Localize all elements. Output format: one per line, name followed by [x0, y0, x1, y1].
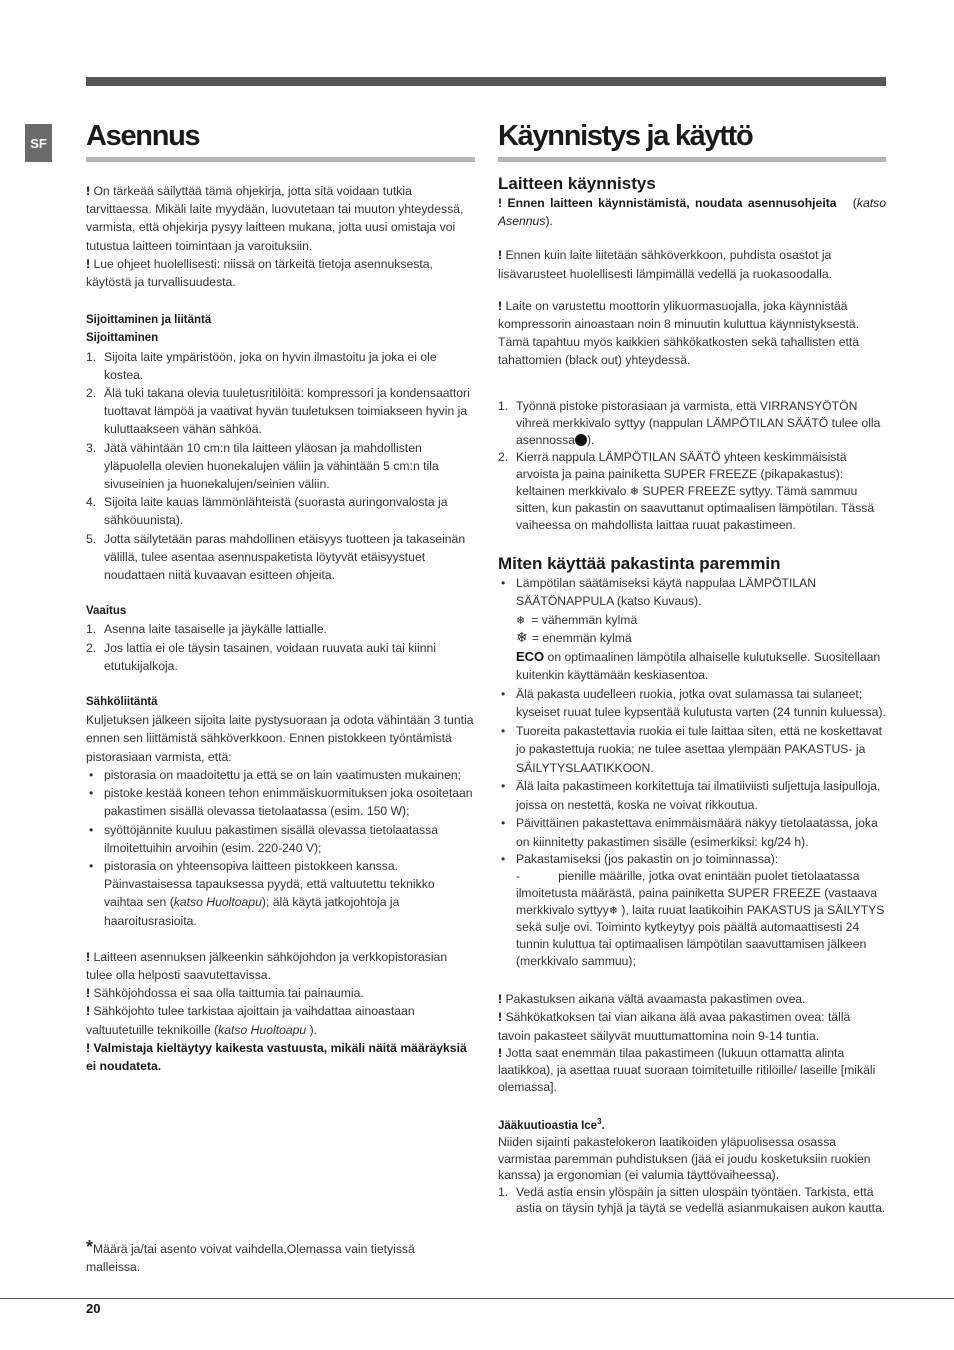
use-list — [498, 574, 886, 971]
warning — [86, 1002, 475, 1038]
list-item — [498, 814, 886, 851]
start-heading: Laitteen käynnistys — [498, 174, 656, 193]
start-warning-text: ! Ennen laitteen käynnistämistä, noudata asennusohjeita — [498, 196, 837, 210]
list-item — [498, 449, 886, 534]
note — [498, 297, 886, 370]
leveling-section — [86, 602, 475, 675]
placement-heading: Sijoittaminen ja liitäntä — [86, 314, 212, 327]
electric-heading: Sähköliitäntä — [86, 696, 158, 709]
snowflake-icon: ❄ — [608, 905, 618, 918]
list-item — [498, 685, 886, 722]
item-text: pistorasia on maadoitettu ja että se on lain vaatimusten mukainen; — [104, 767, 462, 782]
cross-reference: katso Huoltoapu — [218, 1022, 307, 1037]
list-item — [86, 821, 475, 857]
electric-intro: Kuljetuksen jälkeen sijoita laite pystysuoraan ja odota vähintään 3 tuntia ennen sen liittämistä sähköverkkoon. Ennen pistokkeen työntämistä pistorasiaan varmista, että: — [86, 713, 474, 764]
list-item — [86, 620, 475, 638]
bullet: • — [501, 779, 506, 794]
item-text: ). — [586, 432, 595, 447]
bottom-notes — [498, 990, 886, 1096]
warning — [86, 948, 475, 984]
warning-mark: ! — [86, 1004, 91, 1019]
item-text: Jos lattia ei ole täysin tasainen, voidaan ruuvata auki tai kiinni etutukijalkoja. — [104, 640, 436, 673]
item-text: Sijoita laite kauas lämmönlähteistä (suorasta auringonvalosta ja sähköuunista). — [104, 495, 448, 528]
section-title-asennus: Asennus — [86, 114, 475, 162]
bullet: • — [501, 686, 506, 701]
note-text: Pakastuksen aikana vältä avaamasta pakastimen ovea. — [502, 992, 806, 1007]
paren: ). — [545, 214, 553, 229]
section-title-kaynnistys: Käynnistys ja käyttö — [498, 114, 886, 162]
ice-section — [498, 1114, 886, 1217]
warning-text: Sähköjohdossa ei saa olla taittumia tai painaumia. — [90, 986, 364, 1001]
bullet: • — [89, 858, 94, 873]
ice-heading-end: . — [601, 1119, 605, 1132]
footnote — [86, 1238, 456, 1276]
item-number: 2. — [86, 640, 97, 655]
item-number: 1. — [498, 1184, 509, 1199]
list-item — [86, 784, 475, 820]
list-item — [498, 851, 886, 970]
intro-paragraph — [86, 182, 475, 255]
list-item — [498, 1184, 886, 1217]
bullet: • — [501, 816, 506, 831]
use-heading: Miten käyttää pakastinta paremmin — [498, 553, 781, 573]
top-rule — [86, 77, 886, 86]
placement-section — [86, 311, 475, 584]
bullet: • — [89, 767, 94, 782]
item-text: ); älä käytä jatkojohtoja ja haaroitusrasioita. — [104, 895, 400, 928]
right-column — [498, 114, 886, 1217]
ice-heading — [498, 1114, 886, 1134]
item-number: 5. — [86, 531, 97, 546]
item-text: Työnnä pistoke pistorasiaan ja varmista, että VIRRANSYÖTÖN vihreä merkkivalo syttyy (nappulan LÄMPÖTILAN SÄÄTÖ tulee olla asennossa — [516, 398, 881, 447]
item-text: Älä laita pakastimeen korkitettuja tai ilmatiiviisti suljettuja lasipulloja, joissa on nestettä, koska ne voivat rikkoutua. — [516, 779, 881, 812]
bullet: • — [501, 723, 506, 738]
start-steps — [498, 398, 886, 534]
item-number: 1. — [498, 398, 509, 413]
less-cold-text: = vähemmän kylmä — [531, 612, 638, 627]
item-text: syöttöjännite kuuluu pakastimen sisällä olevassa tietolaatassa ilmoitettuihin arvoihin (esim. 220-240 V); — [104, 822, 438, 855]
item-text: ), laita ruuat laatikoihin PAKASTUS ja SÄILYTYS sekä sulje ovi. Toiminto kytkeytyy pois päältä automaattisesti 24 tunnin kuluttua tai optimaalisen lämpötilan saavuttamisen jälkeen (merkkivalo sammuu); — [516, 903, 885, 969]
warning-mark: ! — [86, 1040, 91, 1055]
electric-section — [86, 693, 475, 930]
warning-mark: ! — [498, 992, 503, 1007]
warning-mark: ! — [498, 248, 503, 263]
item-text: pienille määrille, jotka ovat enintään puolet tietolaatassa ilmoitetusta määrästä, paina painiketta SUPER FREEZE (vastaava merkkivalo syttyy — [516, 869, 878, 918]
snowflake-icon: ❄ — [516, 614, 526, 627]
item-text: Lämpötilan säätämiseksi käytä nappulaa LÄMPÖTILAN SÄÄTÖNAPPULA (katso Kuvaus). — [516, 575, 817, 609]
item-text: pistorasia on yhteensopiva laitteen pistokkeen kanssa. Päinvastaisessa tapauksessa pyydä, että valtuutettu teknikko vaihtaa sen ( — [104, 858, 435, 910]
list-item — [86, 348, 475, 384]
item-text: pistoke kestää koneen tehon enimmäiskuormituksen joka osoitetaan pakastimen sisällä olevassa tietolaatassa (esim. 150 W); — [104, 786, 473, 819]
eco-text: on optimaalinen lämpötila alhaiselle kulutukselle. Suositellaan kuitenkin käyttämään keskiasentoa. — [516, 649, 881, 683]
footnote-text: Määrä ja/tai asento voivat vaihdella,Olemassa vain tietyissä malleissa. — [86, 1242, 415, 1274]
list-item — [86, 857, 475, 930]
intro-paragraph — [86, 255, 475, 291]
item-text: Pakastamiseksi (jos pakastin on jo toiminnassa): — [516, 852, 779, 867]
paren: ( — [852, 196, 857, 210]
cross-reference: katso Asennus — [498, 196, 886, 229]
left-column — [86, 114, 475, 1075]
eco-label: ECO — [516, 648, 545, 664]
bullet: • — [501, 575, 506, 590]
note — [498, 990, 886, 1008]
bullet: • — [89, 822, 94, 837]
warning-mark: ! — [86, 256, 91, 271]
warnings — [86, 948, 475, 1075]
warning-mark: ! — [498, 1010, 503, 1025]
filled-circle-icon — [575, 434, 587, 446]
note — [498, 246, 886, 282]
item-number: 4. — [86, 495, 97, 510]
note-text: Sähkökatkoksen tai vian aikana älä avaa pakastimen ovea: tällä tavoin pakasteet säilyvät muuttumattomina noin 9-14 tuntia. — [498, 1010, 851, 1043]
warning — [86, 984, 475, 1002]
dash: - — [516, 869, 521, 884]
warning-mark: ! — [498, 298, 503, 313]
item-text: Päivittäinen pakastettava enimmäismäärä näkyy tietolaatassa, joka on kiinnitetty pakastimen sisälle (esimerkiksi: kg/24 h). — [516, 816, 878, 849]
leveling-list — [86, 620, 475, 675]
warning-mark: ! — [498, 1045, 503, 1060]
item-text: Jotta säilytetään paras mahdollinen etäisyys tuotteen ja takaseinän välillä, tulee asentaa asennuspaketista löytyvät etäisyystuet noudattaen niitä kuvaavan esitteen ohjeita. — [104, 531, 466, 583]
list-item — [498, 777, 886, 814]
leveling-heading: Vaaitus — [86, 605, 127, 618]
list-item — [86, 530, 475, 585]
intro — [86, 182, 475, 291]
item-number: 1. — [86, 622, 97, 637]
warning-text: ). — [306, 1022, 318, 1037]
ice-heading-text: Jääkuutioastia Ice — [498, 1119, 598, 1132]
list-item — [498, 398, 886, 449]
list-item — [498, 722, 886, 778]
list-item — [86, 439, 475, 494]
warning-mark: ! — [86, 184, 91, 198]
asterisk: * — [86, 1237, 94, 1257]
list-item — [86, 384, 475, 439]
note-text: Ennen kuin laite liitetään sähköverkkoon, puhdista osastot ja lisävarusteet huolellisesti lämpimällä vedellä ja ruokasoodalla. — [498, 248, 832, 281]
item-text: Älä pakasta uudelleen ruokia, jotka ovat sulamassa tai sulaneet; kyseiset ruuat tulee kypsentää kulutusta varten (24 tunnin kuluessa). — [516, 686, 886, 720]
list-item — [86, 493, 475, 529]
warning-mark: ! — [86, 949, 91, 964]
warning-text: Sähköjohto tulee tarkistaa ajoittain ja vaihdattaa ainoastaan valtuutetuille teknikoille ( — [86, 1004, 415, 1037]
note — [498, 1008, 886, 1044]
item-text: Asenna laite tasaiselle ja jäykälle lattialle. — [104, 622, 327, 637]
item-text: Tuoreita pakastettavia ruokia ei tule laittaa siten, että ne koskettavat jo pakastettuja ruokia; ne tulee asettaa ylempään PAKASTUS- ja SÄILYTYSLAATIKKOON. — [516, 723, 883, 775]
placement-subheading: Sijoittaminen — [86, 332, 159, 345]
warning-mark: ! — [86, 986, 91, 1001]
intro-text: On tärkeää säilyttää tämä ohjekirja, jotta sitä voidaan tutkia tarvittaessa. Mikäli laite myydään, luovutetaan tai muuton yhteydessä, varmista, että ohjekirja pysyy laitteen mukana, jotta uusi omistaja voi tutustua laitteen toimintaan ja varoituksiin. — [86, 184, 464, 253]
bullet: • — [501, 852, 506, 867]
more-cold-text: = enemmän kylmä — [531, 631, 632, 646]
item-number: 2. — [498, 449, 509, 464]
intro-text: Lue ohjeet huolellisesti: niissä on tärkeitä tietoja asennuksesta, käytöstä ja turvallisuudesta. — [86, 256, 433, 290]
item-text: Jätä vähintään 10 cm:n tila laitteen yläosan ja mahdollisten yläpuolella olevien huonekalujen väliin ja vähintään 5 cm:n tila sivuseinien ja huonekalujen/seinien väliin. — [104, 440, 439, 492]
ice-steps — [498, 1184, 886, 1217]
start-warning — [498, 194, 886, 230]
page-number: 20 — [86, 1301, 101, 1316]
warning-text: Laitteen asennuksen jälkeenkin sähköjohdon ja verkkopistorasian tulee olla helposti saavutettavissa. — [86, 949, 448, 982]
language-tab: SF — [25, 124, 52, 162]
item-text: Kierrä nappula LÄMPÖTILAN SÄÄTÖ yhteen keskimmäisistä arvoista ja paina painiketta SUPER FREEZE (pikapakastus): keltainen merkkivalo — [516, 449, 847, 498]
item-number: 2. — [86, 386, 97, 401]
bullet: • — [89, 786, 94, 801]
footer-rule — [0, 1298, 954, 1299]
warning-text: Valmistaja kieltäytyy kaikesta vastuusta, mikäli näitä määräyksiä ei noudateta. — [86, 1040, 467, 1073]
item-number: 1. — [86, 349, 97, 364]
warning — [86, 1039, 475, 1075]
note-text: Laite on varustettu moottorin ylikuormasuojalla, joka käynnistää kompressorin ainoastaan noin 8 minuutin kuluttua käynnistyksestä. Tämä tapahtuu myös kaikkien sähkökatkosten sekä tahallisten että tahattomien (black out) yhteydessä. — [498, 298, 860, 368]
item-text: Älä tuki takana olevia tuuletusritilöitä: kompressori ja kondensaattori tuottavat lämpöä ja vaativat hyvän tuuletuksen toimiakseen hyvin ja kuluttaakseen vähän sähköä. — [104, 386, 470, 437]
note — [498, 1045, 886, 1096]
start-section — [498, 174, 886, 370]
item-text: SUPER FREEZE syttyy. Tämä sammuu sitten, kun pakastin on saavuttanut optimaalisen lämpötilan. Tässä vaiheessa on mahdollista laittaa ruuat pakastimeen. — [516, 483, 875, 532]
footnote-ref: 3 — [597, 1116, 602, 1126]
snowflake-large-icon: ❄ — [516, 629, 528, 646]
list-item — [86, 766, 475, 784]
note-text: Jotta saat enemmän tilaa pakastimeen (lukuun ottamatta alinta laatikkoa), ja asettaa ruuat suoraan toimitetuille ritilöille/ laseille [mikäli olemassa]. — [498, 1045, 876, 1094]
use-section — [498, 554, 886, 971]
list-item — [498, 574, 886, 685]
placement-list — [86, 348, 475, 585]
item-text: Sijoita laite ympäristöön, joka on hyvin ilmastoitu ja joka ei ole kostea. — [104, 349, 437, 382]
snowflake-icon: ❄ — [629, 485, 640, 498]
ice-text: Niiden sijainti pakastelokeron laatikoiden yläpuolisessa osassa varmistaa paremman puhdistuksen (jää ei joudu kosketuksiin ruokien kanssa) ja ergonomian (ei valumia täyttövaiheessa). — [498, 1135, 871, 1183]
electric-list — [86, 766, 475, 930]
item-number: 3. — [86, 440, 97, 455]
cross-reference: katso Huoltoapu — [173, 895, 262, 910]
item-text: Vedä astia ensin ylöspäin ja sitten ulospäin työntäen. Tarkista, että astia on täysin tyhjä ja täytä se vedellä asianmukaisen aukon kautta. — [516, 1184, 886, 1216]
list-item — [86, 639, 475, 675]
